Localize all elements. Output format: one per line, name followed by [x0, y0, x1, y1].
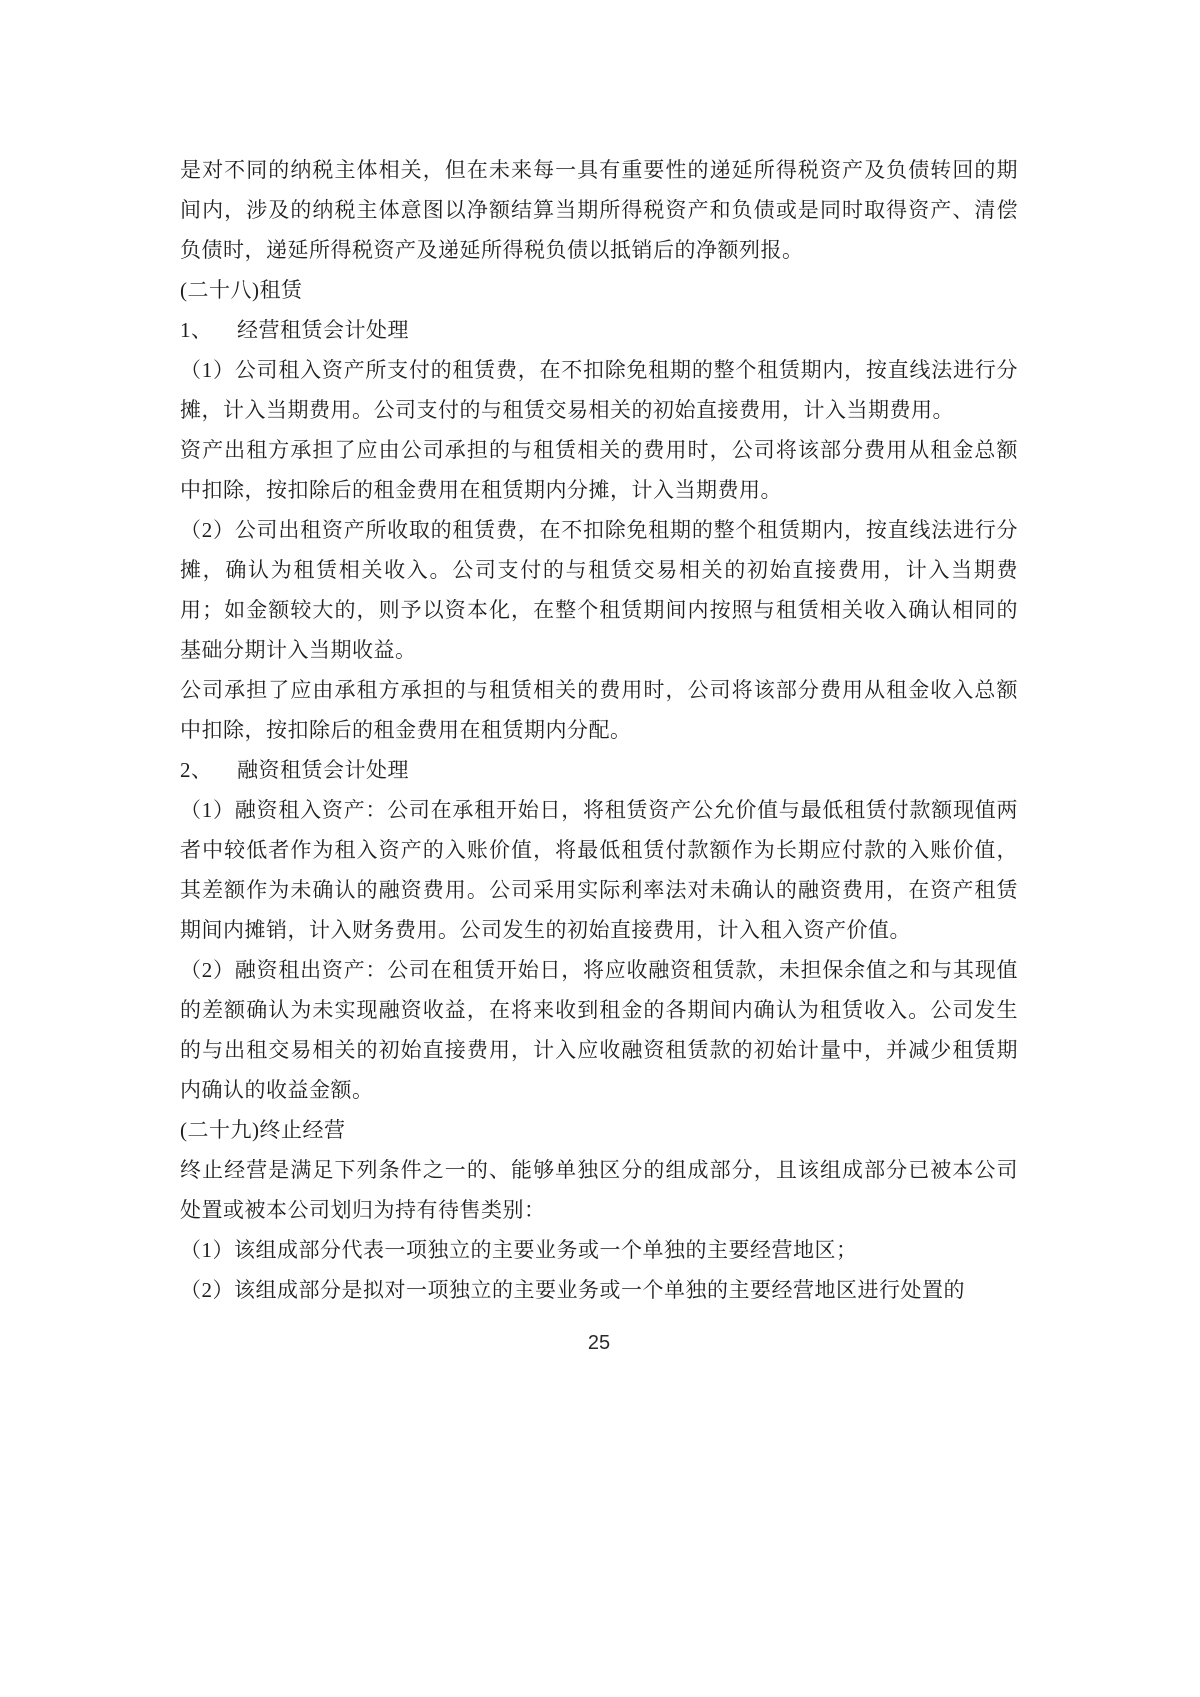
section-heading-leases: (二十八)租赁	[180, 278, 303, 302]
subsection-title: 融资租赁会计处理	[237, 758, 409, 782]
section-heading-discontinued-operations: (二十九)终止经营	[180, 1118, 346, 1142]
subsection-number: 2、	[180, 758, 213, 782]
paragraph: （2）该组成部分是拟对一项独立的主要业务或一个单独的主要经营地区进行处置的	[180, 1278, 965, 1302]
subsection-number: 1、	[180, 318, 213, 342]
continuation-paragraph: 是对不同的纳税主体相关，但在未来每一具有重要性的递延所得税资产及负债转回的期间内，涉及的纳税主体意图以净额结算当期所得税资产和负债或是同时取得资产、清偿负债时，递延所得税资产及递延所得税负债以抵销后的净额列报。	[180, 158, 1018, 262]
subsection-heading-finance-lease	[180, 750, 1018, 790]
paragraph: 终止经营是满足下列条件之一的、能够单独区分的组成部分，且该组成部分已被本公司处置或被本公司划归为持有待售类别：	[180, 1158, 1018, 1222]
subsection-title: 经营租赁会计处理	[237, 318, 409, 342]
paragraph: 资产出租方承担了应由公司承担的与租赁相关的费用时，公司将该部分费用从租金总额中扣除，按扣除后的租金费用在租赁期内分摊，计入当期费用。	[180, 438, 1018, 502]
paragraph: （1）公司租入资产所支付的租赁费，在不扣除免租期的整个租赁期内，按直线法进行分摊，计入当期费用。公司支付的与租赁交易相关的初始直接费用，计入当期费用。	[180, 358, 1018, 422]
paragraph: （1）该组成部分代表一项独立的主要业务或一个单独的主要经营地区；	[180, 1238, 858, 1262]
subsection-heading-operating-lease	[180, 310, 1018, 350]
page-number: 25	[587, 1332, 611, 1354]
paragraph: （2）公司出租资产所收取的租赁费，在不扣除免租期的整个租赁期内，按直线法进行分摊，确认为租赁相关收入。公司支付的与租赁交易相关的初始直接费用，计入当期费用；如金额较大的，则予以资本化，在整个租赁期间内按照与租赁相关收入确认相同的基础分期计入当期收益。	[180, 518, 1018, 662]
paragraph: 公司承担了应由承租方承担的与租赁相关的费用时，公司将该部分费用从租金收入总额中扣除，按扣除后的租金费用在租赁期内分配。	[180, 678, 1018, 742]
paragraph: （2）融资租出资产：公司在租赁开始日，将应收融资租赁款，未担保余值之和与其现值的差额确认为未实现融资收益，在将来收到租金的各期间内确认为租赁收入。公司发生的与出租交易相关的初始直接费用，计入应收融资租赁款的初始计量中，并减少租赁期内确认的收益金额。	[180, 958, 1018, 1102]
paragraph: （1）融资租入资产：公司在承租开始日，将租赁资产公允价值与最低租赁付款额现值两者中较低者作为租入资产的入账价值，将最低租赁付款额作为长期应付款的入账价值，其差额作为未确认的融资费用。公司采用实际利率法对未确认的融资费用，在资产租赁期间内摊销，计入财务费用。公司发生的初始直接费用，计入租入资产价值。	[180, 798, 1018, 942]
